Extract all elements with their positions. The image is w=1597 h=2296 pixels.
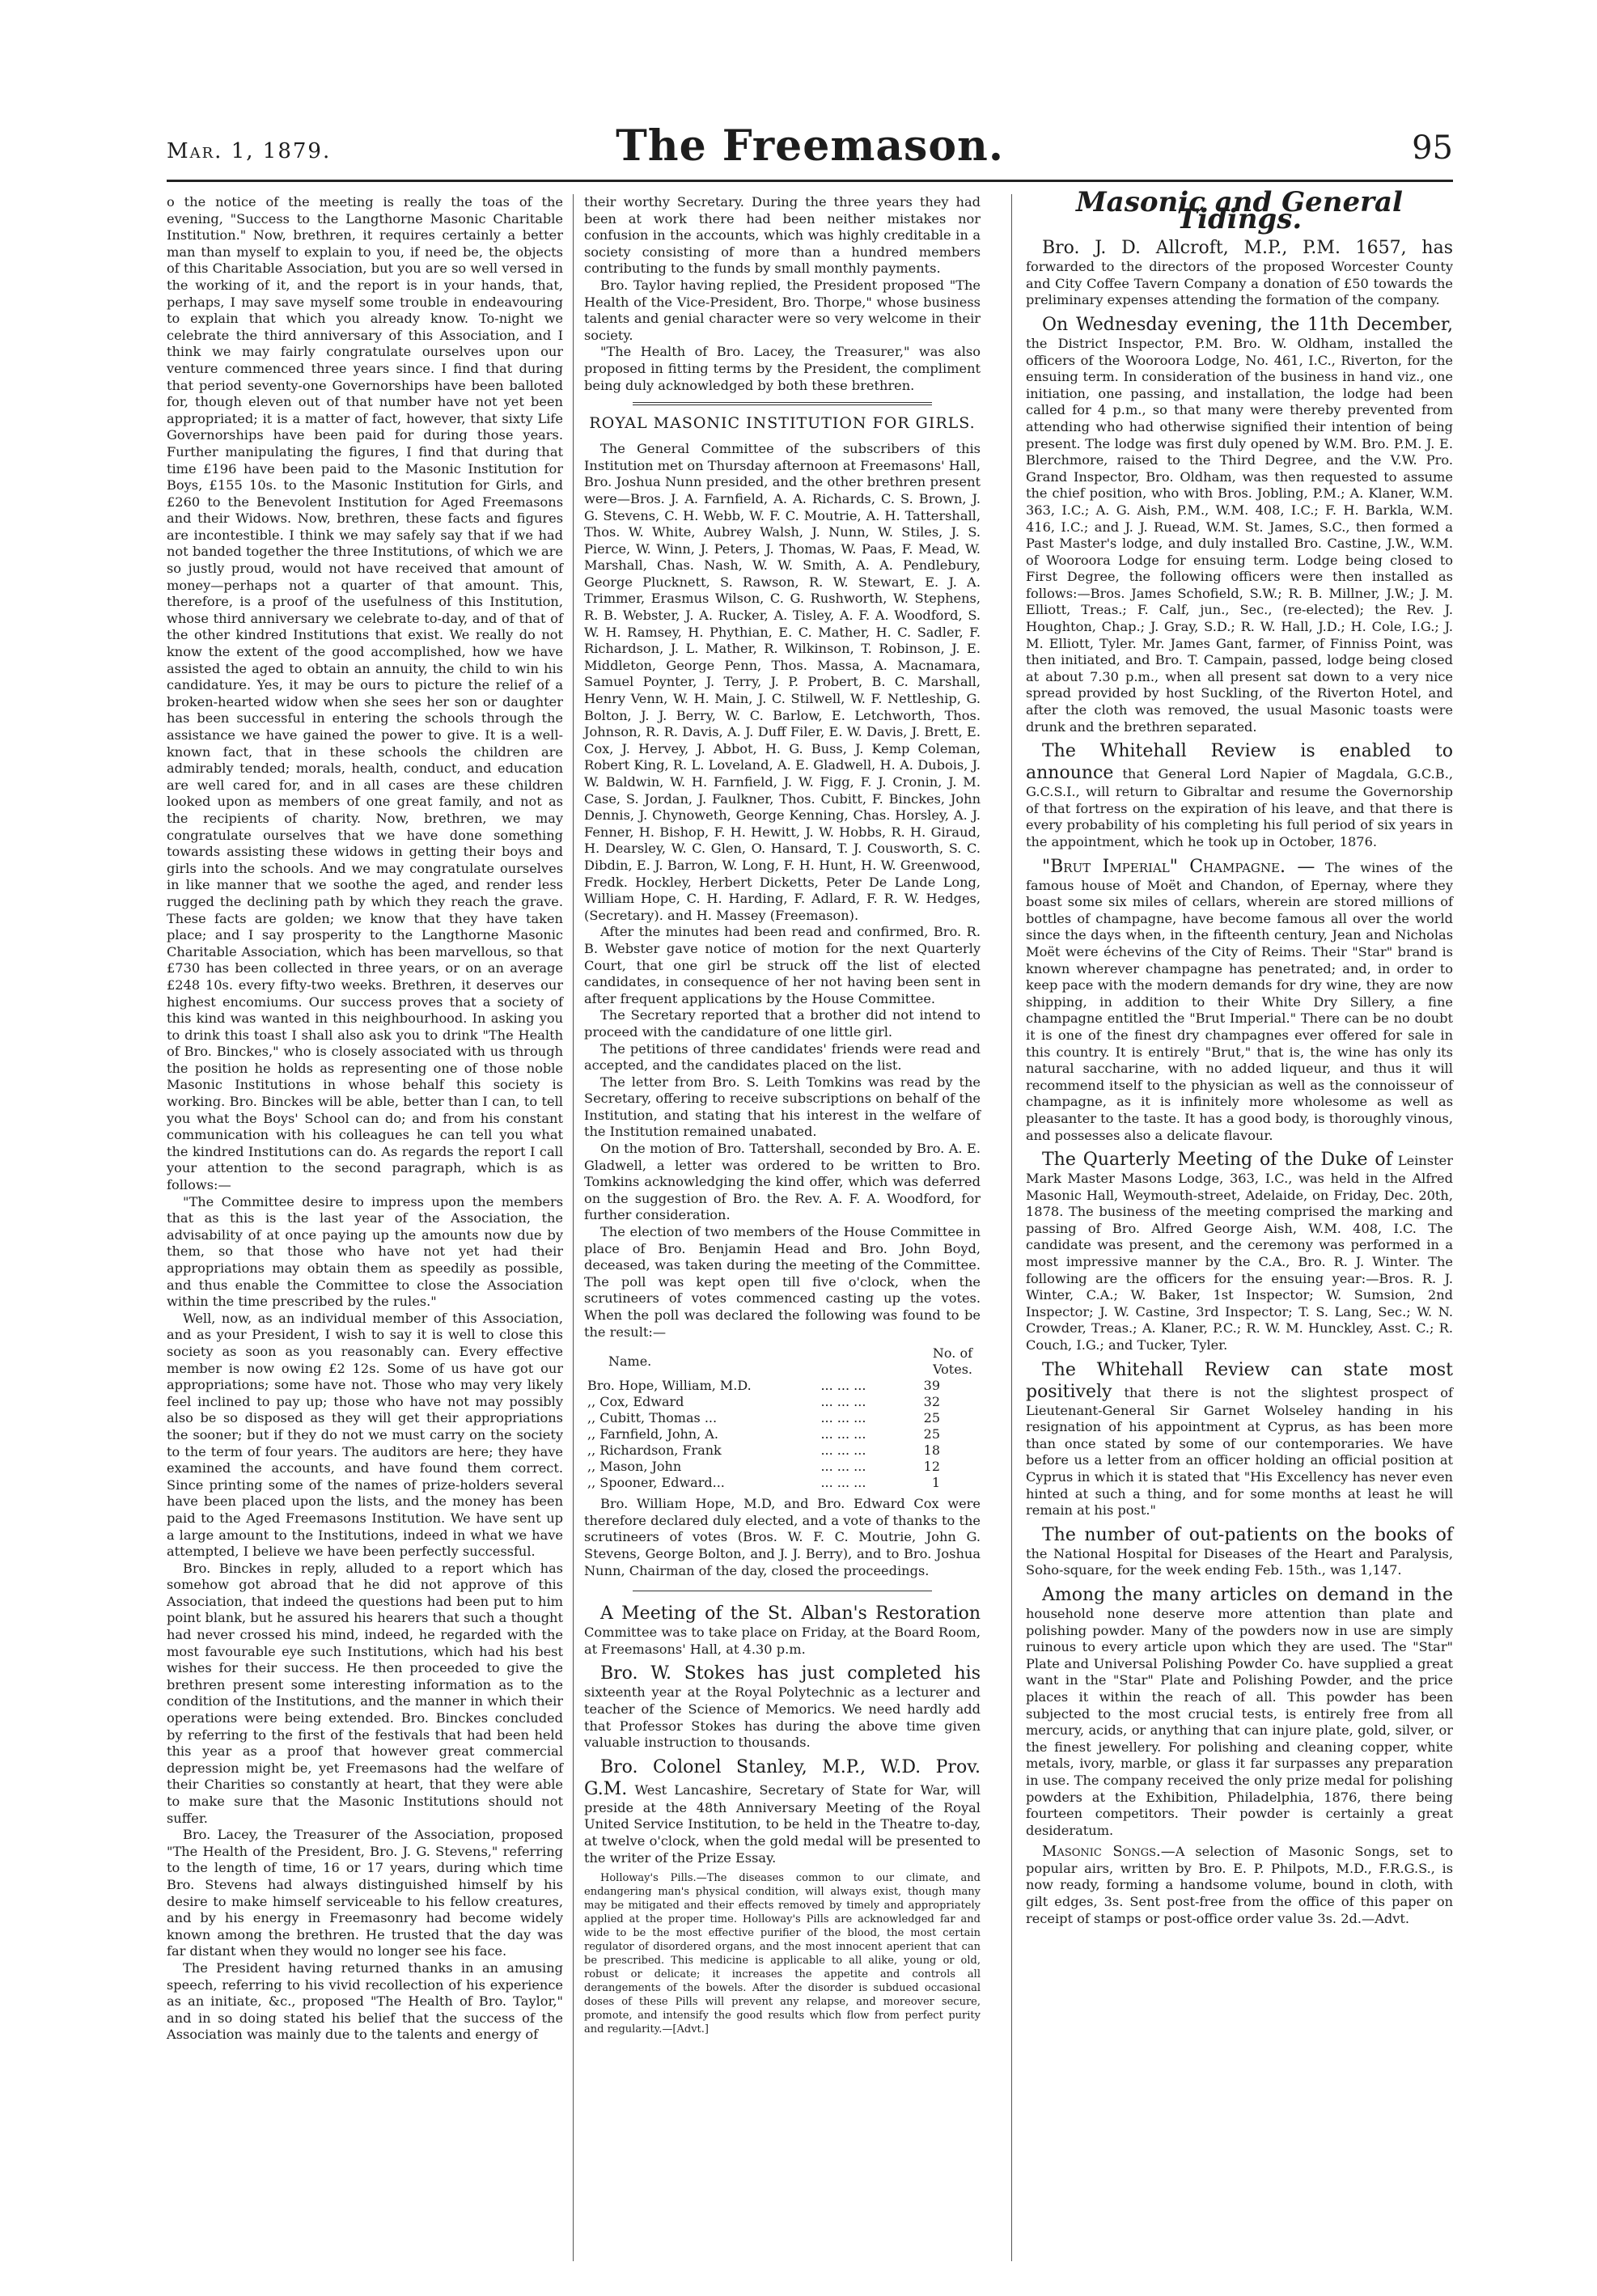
item-text: household none deserve more attention than plate and polishing powder. Many of the powders now in use are simply ruinous to every article upon which they are used. The "Star" Plate and Universal Polishing Powder Co. have supplied a great want in the "Star" Plate and Polishing Powder, and the price places it within the reach of all. This powder has been subjected to the most crucial tests, is entirely free from all mercury, acids, or anything that can injure plate, gold, silver, or the finest jewellery. For polishing and cleaning copper, white metals, ivory, marble, or glass it far surpasses any preparation in use. The company received the only prize medal for polishing powders at the Exhibition, Philadelphia, 1876, there being fourteen competitors. Their powder is certainly a great desideratum.: [1026, 1605, 1453, 1838]
item-text: A selection of Masonic Songs, set to popular airs, written by Bro. E. P. Philpots, M.D., F.R.G.S., is now ready, forming a handsome volume, bound in cloth, with gilt edges, 3s. Sent post-free from the office of this paper on receipt of stamps or post-office order value 3s. 2d.—Advt.: [1026, 1844, 1454, 1926]
issue-date: Mar. 1, 1879.: [167, 139, 332, 163]
paragraph: The letter from Bro. S. Leith Tomkins was read by the Secretary, offering to receive subscriptions on behalf of the Institution, and stating that his interest in the welfare of the Institution remained unabated.: [584, 1074, 981, 1140]
item-lead: The number of out-patients on the books of: [1042, 1524, 1453, 1545]
paragraph: Bro. Taylor having replied, the President proposed "The Health of the Vice-President, Bro. Thorpe," whose business talents and genial character were so very welcome in their society.: [584, 277, 981, 343]
paragraph: o the notice of the meeting is really the toas of the evening, "Success to the Langthorne Masonic Charitable Institution." Now, brethren, it requires certainly a better man than myself to explain to you, if need be, the objects of this Charitable Association, but you are so well versed in the working of it, and the report is in your hands, that, perhaps, I may save myself some trouble in endeavouring to explain that which you already know. To-night we celebrate the third anniversary of this Association, and I think we may fairly congratulate ourselves upon our venture commenced three years since. I find that during that period seventy-one Governorships have been balloted for, though eleven out of that number have not yet been appropriated; it is a matter of fact, however, that sixty Life Governorships have been paid for during those years. Further manipulating the figures, I find that during that time £196 have been paid to the Masonic Institution for Boys, £155 10s. to the Masonic Institution for Girls, and £260 to the Benevolent Institution for Aged Freemasons and their Widows. Now, brethren, these facts and figures are incontestible. I think we may safely say that if we had not banded together the three Institutions, of which we are so justly proud, would not have received that amount of money—perhaps not a quarter of that amount. This, therefore, is a proof of the usefulness of this Institution, whose third anniversary we celebrate to-day, and of that of the other kindred Institutions that exist. We really do not know the extent of the good accomplished, how we have assisted the aged to obtain an annuity, the child to win his candidature. Yes, it may be ours to picture the relief of a broken-hearted widow when she sees her son or daughter has been successful in entering the schools through the assistance we have gained the power to give. It is a well-known fact, that in these schools the children are admirably tended; morals, health, conduct, and education are well cared for, and in all cases are these children looked upon as members of one great family, and not as the recipients of charity. Now, brethren, we may congratulate ourselves that we have done something towards assisting these widows in getting their boys and girls into the schools. And we may congratulate ourselves in like manner that we soothe the aged, and render less rugged the declining path by which they reach the grave. These facts are golden; we know that they have taken place; and I say prosperity to the Langthorne Masonic Charitable Association, which has been marvellous, so that £730 has been collected in three years, or on an average £248 10s. every fifty-two weeks. Brethren, it deserves our highest encomiums. Our success proves that a society of this kind was wanted in this neighbourhood. In asking you to drink this toast I shall also ask you to drink "The Health of Bro. Binckes," who is closely associated with us through the position he holds as representing one of those noble Masonic Institutions in whose behalf this society is working. Bro. Binckes will be able, better than I can, to tell you what the Boys' School can do; and from his constant communication with his colleagues he can tell you what the kindred Institutions can do. As regards the report I call your attention to the second paragraph, which is as follows:—: [167, 194, 563, 1193]
item-lead: The Whitehall Review is enabled to announce: [1026, 741, 1453, 784]
column-divider: [573, 194, 574, 2261]
paragraph: Bro. William Hope, M.D, and Bro. Edward Cox were therefore declared duly elected, and a vote of thanks to the scrutineers of votes (Bros. W. F. C. Moutrie, John G. Stevens, George Bolton, and J. J. Berry), and to Bro. Joshua Nunn, Chairman of the day, closed the proceedings.: [584, 1496, 981, 1578]
vote-count: 1: [931, 1475, 940, 1491]
leader-dots: ... ... ...: [820, 1426, 866, 1442]
vote-count: 25: [923, 1410, 940, 1426]
newspaper-title: The Freemason.: [616, 121, 1004, 171]
table-row: [584, 1426, 981, 1442]
paragraph: "The Committee desire to impress upon the members that as this is the last year of the Association, the advisability of at once paying up the amounts now due by them, so that those who have not yet had their appropriations may obtain them as speedily as possible, and thus enable the Committee to close the Association within the time prescribed by the rules.": [167, 1193, 563, 1310]
candidate-name: ,, Cox, Edward: [587, 1394, 684, 1410]
candidate-name: ,, Mason, John: [587, 1459, 682, 1475]
paragraph: On the motion of Bro. Tattershall, seconded by Bro. A. E. Gladwell, a letter was ordered to be written to Bro. Tomkins acknowledging the kind offer, which was deferred on the suggestion of Bro. the Rev. A. F. A. Woodford, for further consideration.: [584, 1141, 981, 1223]
section-title: ROYAL MASONIC INSTITUTION FOR GIRLS.: [589, 414, 976, 433]
item-lead: The Whitehall Review can state most positively: [1026, 1359, 1453, 1402]
paragraph: their worthy Secretary. During the three years they had been at work there had been neither mistakes nor confusion in the accounts, which was highly creditable in a society consisting of more than a hundred members contributing to the funds by small monthly payments.: [584, 194, 981, 277]
advertisement: Holloway's Pills.—The diseases common to our climate, and endangering man's physical condition, will always exist, though many may be mitigated and their effects removed by timely and appropriately applied at the proper time. Holloway's Pills are acknowledged far and wide to be the most effective purifier of the blood, the most certain regulator of disordered organs, and the most innocent aperient that can be prescribed. This medicine is applicable to all alike, young or old, robust or delicate; it increases the appetite and controls all derangements of the bowels. After the disorder is subdued occasional doses of these Pills will prevent any relapse, and moreover secure, promote, and intensify the good results which flow from perfect purity and regularity.—[Advt.]: [584, 1872, 981, 2036]
paragraph: After the minutes had been read and confirmed, Bro. R. B. Webster gave notice of motion for the next Quarterly Court, that one girl be struck off the list of elected candidates, in consequence of her not having been sent in after frequent applications by the House Committee.: [584, 924, 981, 1006]
table-row: [584, 1475, 981, 1491]
candidate-name: ,, Spooner, Edward...: [587, 1475, 725, 1491]
item-lead: A Meeting of the St. Alban's Restoration: [600, 1603, 981, 1625]
item-lead: "Brut Imperial" Champagne. —: [1042, 856, 1315, 877]
item-lead: Bro. Colonel Stanley, M.P., W.D. Prov. G.M.: [584, 1756, 981, 1799]
leader-dots: ... ... ...: [820, 1378, 866, 1394]
leader-dots: ... ... ...: [820, 1475, 866, 1491]
table-row: [584, 1442, 981, 1459]
item-lead: Bro. J. D. Allcroft, M.P., P.M. 1657, has: [1042, 238, 1453, 259]
item-lead: Among the many articles on demand in the: [1042, 1584, 1453, 1605]
paragraph: Well, now, as an individual member of this Association, and as your President, I wish to say it is well to close this society as soon as you reasonably can. Every effective member is now owing £2 12s. Some of us have got our appropriations; some have not. Those who may very likely feel inclined to pay up; those who have not may possibly also be so disposed as they will get their appropriations the sooner; but if they do not we must carry on the society to the term of four years. The auditors are here; they have examined the accounts, and have found them correct. Since printing some of the names of prize-holders several have been placed upon the lists, and the money has been paid to the Aged Freemasons Institution. We have sent up a large amount to the Institutions, indeed in what we have attempted, I believe we have been perfectly successful.: [167, 1310, 563, 1560]
column-3: [1026, 186, 1454, 1927]
item-text: sixteenth year at the Royal Polytechnic as a lecturer and teacher of the Science of Memorics. We need hardly add that Professor Stokes has during the above time given valuable instruction to thousands.: [584, 1684, 981, 1751]
column-1: [167, 194, 563, 2044]
paragraph: Bro. Binckes in reply, alluded to a report which has somehow got abroad that he did not approve of this Association, that indeed the questions had been put to him point blank, but he assured his hearers that such a thought had never crossed his mind, indeed, he regarded with the most favourable eye such Institutions, which had his best wishes for their success. He then proceeded to give the brethren present some interesting information as to the condition of the Institutions, and the manner in which their operations were being extended. Bro. Binckes concluded by referring to the first of the festivals that had been held this year as a proof that however great commercial depression might be, yet Freemasons had the welfare of their Charities so constantly at heart, that they were able to make sure that the Masonic Institutions should not suffer.: [167, 1560, 563, 1826]
vote-count: 32: [923, 1394, 940, 1410]
votes-header-count: No. of Votes.: [932, 1345, 972, 1378]
item-text: the National Hospital for Diseases of the Heart and Paralysis, Soho-square, for the week ending Feb. 15th., was 1,147.: [1026, 1545, 1453, 1578]
vote-count: 18: [923, 1442, 940, 1459]
item-text: Leinster Mark Master Masons Lodge, 363, I.C., was held in the Alfred Masonic Hall, Weymouth-street, Adelaide, on Friday, Dec. 20th, 1878. The business of the meeting comprised the marking and passing of Bro. Alfred George Aish, W.M. 408, I.C. The candidate was present, and the ceremony was performed in a most impressive manner by the C.A., Bro. R. J. Winter. The following are the officers for the ensuing year:—Bros. R. J. Winter, C.A.; W. Baker, 1st Inspector; W. Sumsion, 2nd Inspector; J. W. Castine, 3rd Inspector; T. S. Lang, Sec.; W. N. Crowder, Treas.; A. Klaner, P.C.; R. W. M. Hunckley, Asst. C.; R. Couch, I.G.; and Tucker, Tyler.: [1026, 1153, 1453, 1353]
vote-count: 39: [923, 1378, 940, 1394]
item-text: the District Inspector, P.M. Bro. W. Oldham, installed the officers of the Wooroora Lodge, No. 461, I.C., Riverton, for the ensuing term. In consideration of the business in hand viz., one initiation, one passing, and installation, the lodge had been called for 4 p.m., so that many were thereby prevented from attending who had otherwise signified their intention of being present. The lodge was first duly opened by W.M. Bro. P.M. J. E. Blerchmore, raised to the Third Degree, and the V.W. Pro. Grand Inspector, Bro. Oldham, was then requested to assume the chief position, who with Bros. Jobling, P.M.; A. Klaner, W.M. 363, I.C.; A. G. Aish, P.M., W.M. 408, I.C.; F. H. Barkla, W.M. 416, I.C.; and J. J. Ruead, W.M. St. James, S.C., then formed a Past Master's lodge, and duly installed Bro. Castine, J.W., W.M. of Wooroora Lodge for ensuing term. Lodge being closed to First Degree, the following officers were then installed as follows:—Bros. James Schofield, S.W.; R. B. Millner, J.W.; J. M. Elliott, Treas.; F. Calf, jun., Sec., (re-elected); the Rev. J. Houghton, Chap.; J. Gray, S.D.; R. W. Hall, J.D.; H. Cole, I.G.; J. M. Elliott, Tyler. Mr. James Gant, farmer, of Finniss Point, was then initiated, and Bro. T. Campain, passed, lodge being closed at about 7.30 p.m., when all present sat down to a very nice spread provided by host Suckling, of the Riverton Hotel, and after the cloth was removed, the usual Masonic toasts were drunk and the brethren separated.: [1026, 335, 1453, 735]
item-text: that General Lord Napier of Magdala, G.C.B., G.C.S.I., will return to Gibraltar and resume the Governorship of that fortress on the expiration of his leave, and that there is every probability of his completing his full period of six years in the appointment, which he took up in October, 1876.: [1026, 766, 1453, 849]
section-title: Masonic and General Tidings.: [1076, 186, 1403, 235]
paragraph: The President having returned thanks in an amusing speech, referring to his vivid recollection of his experience as an initiate, &c., proposed "The Health of Bro. Taylor," and in so doing stated his belief that the success of the Association was mainly due to the talents and energy of: [167, 1959, 563, 2043]
item-lead: The Quarterly Meeting of the Duke of: [1042, 1150, 1392, 1171]
column-divider: [1011, 194, 1012, 2261]
table-row: [584, 1394, 981, 1410]
table-row: [584, 1410, 981, 1426]
table-row: [584, 1459, 981, 1475]
paragraph: Bro. Lacey, the Treasurer of the Association, proposed "The Health of the President, Bro. J. G. Stevens," referring to the length of time, 16 or 17 years, during which time Bro. Stevens had always distinguished himself by his desire to make himself serviceable to his fellow creatures, and by his energy in Freemasonry had become widely known among the brethren. He trusted that the day was far distant when they would no longer see his face.: [167, 1827, 563, 1959]
item-text: The wines of the famous house of Moët and Chandon, of Epernay, where they boast some six miles of cellars, wherein are stored millions of bottles of champagne, have become famous all over the world since the days when, in the fifteenth century, Jean and Nicholas Moët were échevins of the City of Reims. Their "Star" brand is known wherever champagne has penetrated; and, in order to keep pace with the modern demands for dry wine, they are now shipping, in addition to their White Dry Sillery, a fine champagne entitled the "Brut Imperial." There can be no doubt it is one of the finest dry champagnes ever offered for sale in this country. It is entirely "Brut," that is, the wine has only its natural saccharine, with no added liqueur, and thus it will recommend itself to the physician as well as the connoisseur of champagne, as it is infinitely more wholesome as well as pleasanter to the taste. It has a good body, is thoroughly vinous, and possesses also a delicate flavour.: [1026, 859, 1453, 1143]
votes-table: [584, 1345, 981, 1491]
column-2: [584, 194, 981, 2036]
paragraph: The election of two members of the House Committee in place of Bro. Benjamin Head and Bro. John Boyd, deceased, was taken during the meeting of the Committee. The poll was kept open till five o'clock, when the scrutineers of votes commenced casting up the votes. When the poll was declared the following was found to be the result:—: [584, 1224, 981, 1340]
masthead: [167, 121, 1453, 178]
item-text: forwarded to the directors of the proposed Worcester County and City Coffee Tavern Company a donation of £50 towards the preliminary expenses attending the formation of the company.: [1026, 259, 1453, 308]
leader-dots: ... ... ...: [820, 1442, 866, 1459]
item-lead: Bro. W. Stokes has just completed his: [600, 1663, 981, 1684]
candidate-name: ,, Farnfield, John, A.: [587, 1426, 718, 1442]
candidate-name: ,, Cubitt, Thomas ...: [587, 1410, 718, 1426]
item-lead: On Wednesday evening, the 11th December,: [1042, 314, 1453, 335]
paragraph: The petitions of three candidates' friends were read and accepted, and the candidates placed on the list.: [584, 1040, 981, 1074]
table-row: [584, 1378, 981, 1394]
votes-header-spacer: [817, 1345, 888, 1378]
item-lead: Masonic Songs.—: [1042, 1843, 1176, 1861]
paragraph: The General Committee of the subscribers of this Institution met on Thursday afternoon at Freemasons' Hall, Bro. Joshua Nunn presided, and the other brethren present were—Bros. J. A. Farnfield, A. A. Richards, C. S. Brown, J. G. Stevens, C. H. Webb, W. F. C. Moutrie, A. H. Tattershall, Thos. W. White, Aubrey Walsh, J. Nunn, W. Stiles, J. S. Pierce, W. Winn, J. Peters, J. Thomas, W. Paas, F. Mead, W. Marshall, Chas. Nash, W. W. Smith, A. A. Pendlebury, George Plucknett, S. Rawson, R. W. Stewart, E. J. A. Trimmer, Erasmus Wilson, C. G. Rushworth, W. Stephens, R. B. Webster, J. A. Rucker, A. Tisley, A. F. A. Woodford, S. W. H. Ramsey, H. Phythian, E. C. Mather, H. C. Sadler, F. Richardson, J. L. Mather, R. Wilkinson, T. Robinson, J. E. Middleton, George Penn, Thos. Massa, A. Macnamara, Samuel Poynter, J. Terry, J. P. Probert, B. C. Marshall, Henry Venn, W. H. Main, J. C. Stilwell, W. F. Nettleship, G. Bolton, J. J. Berry, W. C. Barlow, E. Letchworth, Thos. Johnson, R. R. Davis, A. J. Duff Filer, E. W. Davis, J. Brett, E. Cox, J. Hervey, J. Abbot, H. G. Buss, J. Kemp Coleman, Robert King, R. L. Loveland, A. E. Gladwell, H. A. Dubois, J. W. Baldwin, W. H. Farnfield, J. W. Figg, F. J. Cronin, J. M. Case, S. Jordan, J. Faulkner, Thos. Cubitt, F. Binckes, John Dennis, J. Chynoweth, George Kenning, Chas. Horsley, A. J. Fenner, H. Bishop, F. H. Hewitt, J. W. Hobbs, R. H. Giraud, H. Dearsley, W. C. Glen, O. Hansard, T. J. Cousworth, S. C. Dibdin, E. J. Barron, W. Long, F. H. Hunt, H. W. Greenwood, Fredk. Hockley, Herbert Dicketts, Peter De Lande Long, William Hope, C. H. Harding, F. Adlard, F. R. W. Hedges, (Secretary). and H. Massey (Freemason).: [584, 441, 981, 923]
paragraph: "The Health of Bro. Lacey, the Treasurer," was also proposed in fitting terms by the President, the compliment being duly acknowledged by both these brethren.: [584, 344, 981, 393]
item-text: that there is not the slightest prospect of Lieutenant-General Sir Garnet Wolseley handing in his resignation of his appointment at Cyprus, as has been more than once stated by some of our contemporaries. We have before us a letter from an officer holding an official position at Cyprus in which it is stated that "His Excellency has never even hinted at such a thing, and for some months at least he will remain at his post.": [1026, 1384, 1453, 1519]
item-text: West Lancashire, Secretary of State for War, will preside at the 48th Anniversary Meeting of the Royal United Service Institution, to be held in the Theatre to-day, at twelve o'clock, when the gold medal will be presented to the writer of the Prize Essay.: [584, 1781, 981, 1866]
candidate-name: Bro. Hope, William, M.D.: [587, 1378, 752, 1394]
candidate-name: ,, Richardson, Frank: [587, 1442, 722, 1459]
page-number: 95: [1412, 129, 1453, 167]
leader-dots: ... ... ...: [820, 1394, 866, 1410]
vote-count: 25: [923, 1426, 940, 1442]
header-rule: [167, 180, 1453, 182]
leader-dots: ... ... ...: [820, 1459, 866, 1475]
paragraph: The Secretary reported that a brother did not intend to proceed with the candidature of one little girl.: [584, 1007, 981, 1040]
votes-header-row: [584, 1345, 981, 1378]
votes-header-name: Name.: [608, 1353, 652, 1370]
item-text: Committee was to take place on Friday, at the Board Room, at Freemasons' Hall, at 4.30 p.m.: [584, 1625, 981, 1657]
leader-dots: ... ... ...: [820, 1410, 866, 1426]
vote-count: 12: [923, 1459, 940, 1475]
section-rule: [633, 402, 932, 403]
